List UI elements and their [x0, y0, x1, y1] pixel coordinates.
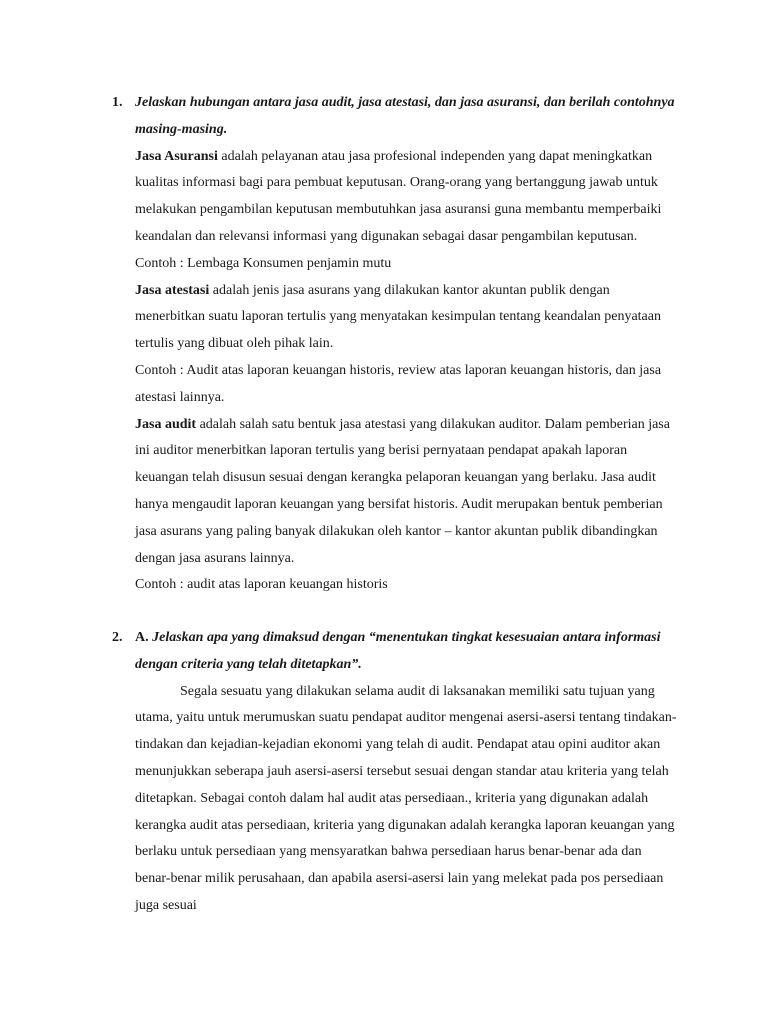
question-2-label: A. — [135, 630, 149, 645]
question-2-number: 2. — [112, 630, 123, 645]
question-2-title-text: Jelaskan apa yang dimaksud dengan “menentukan tingkat kesesuaian antara informasi dengan criteria yang telah ditetapkan”. — [135, 630, 661, 672]
question-2-title — [135, 625, 680, 679]
section-jasa-audit — [135, 412, 680, 573]
question-1 — [135, 90, 680, 599]
term-jasa-asuransi: Jasa Asuransi — [135, 148, 218, 164]
text-jasa-audit: adalah salah satu bentuk jasa atestasi yang dilakukan auditor. Dalam pemberian jasa ini auditor menerbitkan laporan tertulis yang berisi pernyataan pendapat apakah laporan keuangan telah disusun sesuai dengan kerangka pelaporan keuangan yang berlaku. Jasa audit hanya mengaudit laporan keuangan yang bersifat historis. Audit merupakan bentuk pemberian jasa asurans yang paling banyak dilakukan oleh kantor – kantor akuntan publik dibandingkan dengan jasa asurans lainnya. — [135, 416, 670, 566]
question-2-answer: Segala sesuatu yang dilakukan selama audit di laksanakan memiliki satu tujuan yang utama, yaitu untuk merumuskan suatu pendapat auditor mengenai asersi-asersi tentang tindakan-tindakan dan kejadian-kejadian ekonomi yang telah di audit. Pendapat atau opini auditor akan menunjukkan seberapa jauh asersi-asersi tersebut sesuai dengan standar atau kriteria yang telah ditetapkan. Sebagai contoh dalam hal audit atas persediaan., kriteria yang digunakan adalah kerangka audit atas persediaan, kriteria yang digunakan adalah kerangka laporan keuangan yang berlaku untuk persediaan yang mensyaratkan bahwa persediaan harus benar-benar ada dan benar-benar milik perusahaan, dan apabila asersi-asersi lain yang melekat pada pos persediaan juga sesuai — [135, 683, 677, 913]
question-1-number: 1. — [112, 95, 123, 110]
question-1-title: Jelaskan hubungan antara jasa audit, jasa atestasi, dan jasa asuransi, dan berilah contohnya masing-masing. — [135, 95, 675, 137]
example-jasa-atestasi: Contoh : Audit atas laporan keuangan historis, review atas laporan keuangan historis, dan jasa atestasi lainnya. — [135, 362, 662, 405]
text-jasa-asuransi: adalah pelayanan atau jasa profesional independen yang dapat meningkatkan kualitas informasi bagi para pembuat keputusan. Orang-orang yang bertanggung jawab untuk melakukan pengambilan keputusan membutuhkan jasa asuransi guna membantu memperbaiki keandalan dan relevansi informasi yang digunakan sebagai dasar pengambilan keputusan. — [135, 148, 662, 244]
section-jasa-atestasi — [135, 278, 680, 358]
section-jasa-asuransi — [135, 144, 680, 251]
question-2 — [135, 625, 680, 920]
example-jasa-audit: Contoh : audit atas laporan keuangan historis — [135, 577, 388, 593]
text-jasa-atestasi: adalah jenis jasa asurans yang dilakukan kantor akuntan publik dengan menerbitkan suatu laporan tertulis yang menyatakan kesimpulan tentang keandalan penyataan tertulis yang dibuat oleh pihak lain. — [135, 282, 661, 352]
example-jasa-asuransi: Contoh : Lembaga Konsumen penjamin mutu — [135, 255, 392, 271]
term-jasa-audit: Jasa audit — [135, 416, 197, 432]
term-jasa-atestasi: Jasa atestasi — [135, 282, 210, 298]
